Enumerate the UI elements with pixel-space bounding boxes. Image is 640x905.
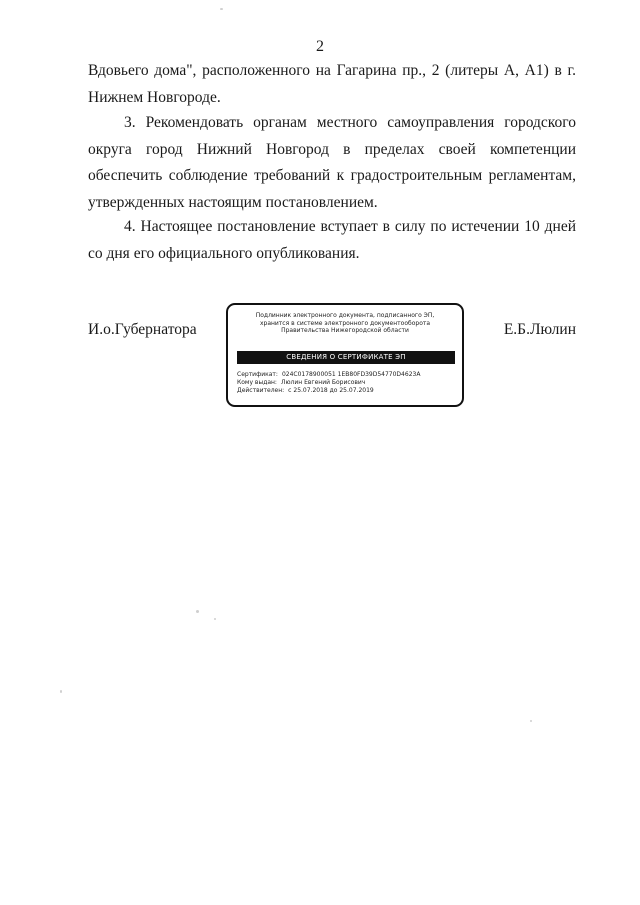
electronic-signature-stamp [226, 303, 464, 407]
scan-noise [196, 610, 199, 613]
stamp-header-line: Подлинник электронного документа, подписанного ЭП, [255, 312, 435, 319]
stamp-issued-to-row [237, 379, 420, 387]
scan-noise [214, 618, 216, 620]
stamp-header-line: хранится в системе электронного документооборота [259, 319, 431, 327]
scan-noise [60, 690, 62, 693]
stamp-issued-to-label: Кому выдан: [237, 379, 277, 386]
stamp-certificate-value: 024C0178900051 1EB80FD39D54770D4623A [281, 371, 421, 378]
stamp-header [228, 312, 462, 335]
signer-title: И.о.Губернатора [88, 321, 197, 338]
paragraph-3: 3. Рекомендовать органам местного самоуправления городского округа город Нижний Новгород в пределах своей компетенции обеспечить соблюдение требований к градостроительным регламентам, утвержденных настоящим постановлением. [88, 114, 576, 211]
stamp-valid-label: Действителен: [237, 387, 285, 394]
stamp-issued-to-value: Люлин Евгений Борисович [280, 379, 366, 386]
paragraph-4: 4. Настоящее постановление вступает в силу по истечении 10 дней со дня его официального опубликования. [88, 218, 576, 262]
stamp-title-bar: СВЕДЕНИЯ О СЕРТИФИКАТЕ ЭП [237, 351, 455, 364]
signer-name: Е.Б.Люлин [503, 321, 576, 338]
stamp-certificate-label: Сертификат: [237, 371, 278, 378]
scan-noise [530, 720, 532, 722]
stamp-valid-row [237, 387, 420, 395]
stamp-valid-value: с 25.07.2018 до 25.07.2019 [288, 387, 374, 394]
stamp-certificate-row [237, 371, 420, 379]
scan-noise [220, 8, 223, 10]
page-number: 2 [316, 38, 324, 55]
stamp-details [237, 371, 420, 395]
paragraph-1: Вдовьего дома", расположенного на Гагарина пр., 2 (литеры А, А1) в г. Нижнем Новгороде. [88, 62, 576, 106]
stamp-header-line: Правительства Нижегородской области [281, 327, 409, 334]
